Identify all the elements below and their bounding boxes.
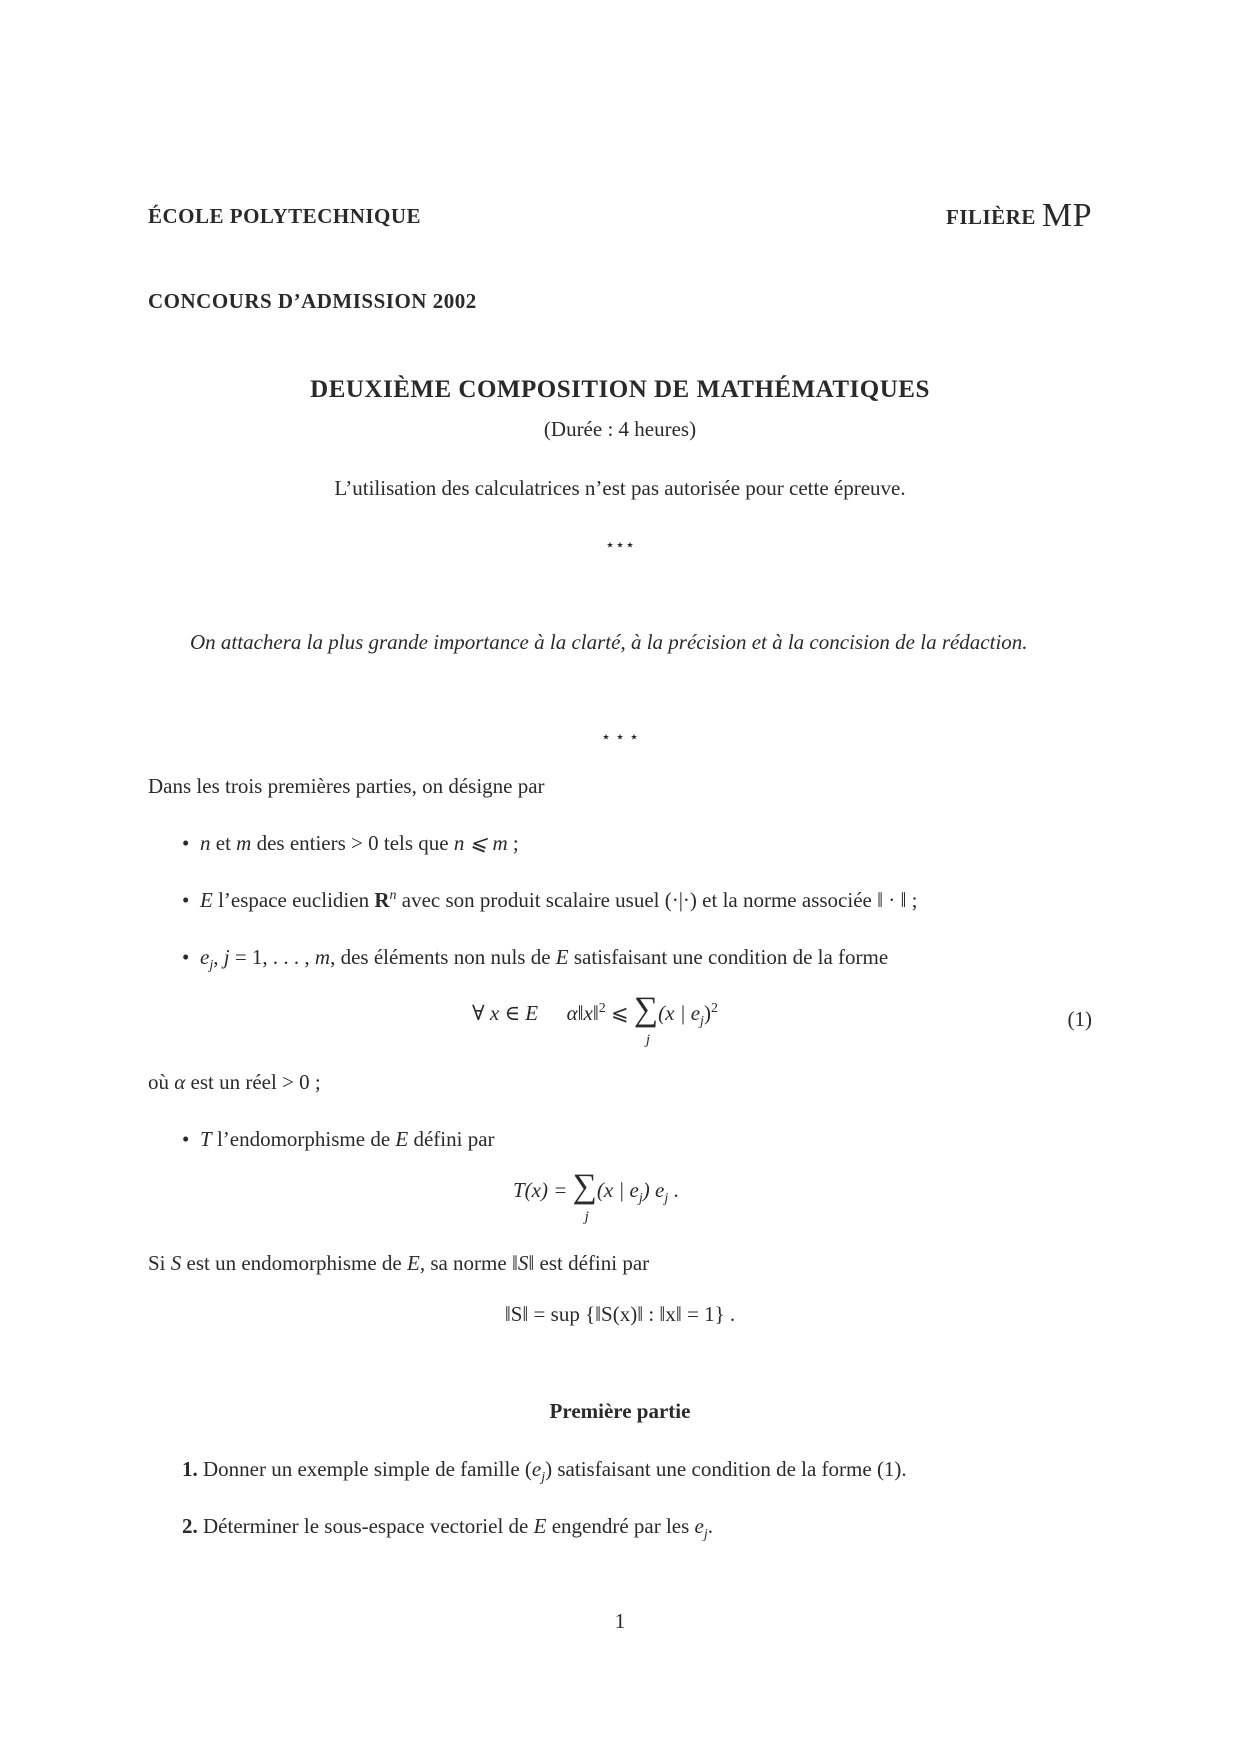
emphasis-paragraph: On attachera la plus grande importance à la clarté, à la précision et à la concision de la rédaction.	[190, 630, 1028, 654]
page-number: 1	[614, 1609, 626, 1633]
section-title: Première partie	[549, 1399, 691, 1423]
bullet-icon: •	[182, 1127, 190, 1151]
bullet-icon: •	[182, 831, 190, 855]
bullet-item-euclidean-space: • E l’espace euclidien $R^n$ avec son produit scalaire usuel (·|·) et la norme associée ‖ · ‖ ;	[182, 888, 918, 912]
page-title: DEUXIÈME COMPOSITION DE MATHÉMATIQUES	[310, 376, 930, 403]
sum-symbol: ∑	[572, 1168, 597, 1205]
norm-definition: Si S est un endomorphisme de E, sa norme ‖S‖ est défini par	[148, 1251, 650, 1275]
intro-lead: Dans les trois premières parties, on désigne par	[148, 774, 545, 798]
alpha-definition: où α est un réel > 0 ;	[148, 1070, 321, 1094]
norm-equation: ‖S‖ = sup {‖S(x)‖ : ‖x‖ = 1} .	[504, 1302, 736, 1326]
question-2: 2. Déterminer le sous-espace vectoriel de E engendré par les $e_j$.	[182, 1514, 714, 1542]
stars-divider-2: ⋆ ⋆ ⋆	[600, 729, 640, 746]
equation-1: ∀ x ∈ E α‖x‖$^2$ ⩽ ∑ j (x | $e_j)^2$	[472, 991, 718, 1048]
equation-label: (1)	[1067, 1007, 1092, 1031]
school-name: ÉCOLE POLYTECHNIQUE	[148, 204, 422, 228]
bullet-item-integers: • n et m des entiers > 0 tels que n ⩽ m ;	[182, 831, 519, 855]
filiere-value: MP	[1041, 197, 1092, 234]
bullet-icon: •	[182, 945, 190, 969]
duration: (Durée : 4 heures)	[543, 417, 697, 441]
filiere-label: FILIÈRE	[946, 205, 1036, 229]
calculator-notice: L’utilisation des calculatrices n’est pas autorisée pour cette épreuve.	[334, 476, 906, 500]
bullet-item-endomorphism: • T l’endomorphisme de E défini par	[182, 1127, 495, 1151]
concours-line: CONCOURS D’ADMISSION 2002	[148, 289, 477, 313]
question-1: 1. Donner un exemple simple de famille $(e_j)$ satisfaisant une condition de la forme (1).	[182, 1457, 907, 1485]
equation-T: T(x) = ∑ j (x | $e_j$) $e_j$ .	[513, 1168, 679, 1225]
sum-symbol: ∑	[633, 991, 659, 1028]
stars-divider: ⋆⋆⋆	[604, 537, 636, 554]
bullet-icon: •	[182, 888, 190, 912]
filiere	[946, 195, 1092, 238]
bullet-item-family: • $e_j$, j = 1, . . . , m, des éléments non nuls de E satisfaisant une condition de la forme	[182, 945, 889, 973]
